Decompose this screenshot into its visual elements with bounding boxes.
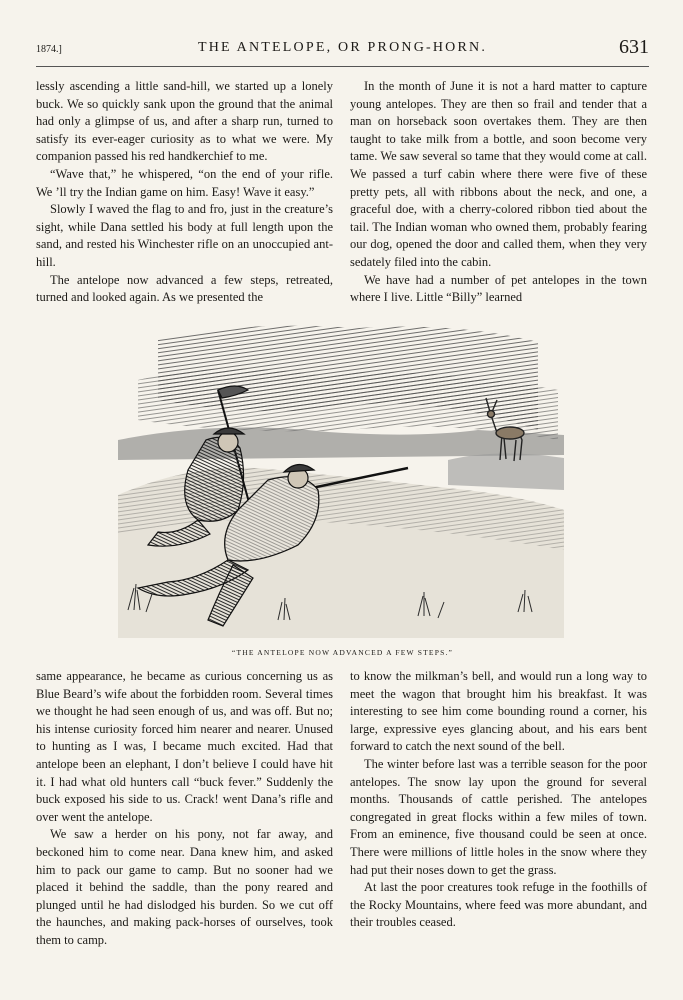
column-top-right bbox=[350, 78, 647, 307]
header-rule bbox=[36, 66, 649, 67]
paragraph: At last the poor creatures took refuge in the foothills of the Rocky Mountains, where feed was more abundant, and their troubles ceased. bbox=[350, 880, 647, 930]
paragraph: same appearance, he became as curious concerning us as Blue Beard’s wife about the forbidden room. Several times we thought he had seen enough of us, and was off. But no; his intense curiosity forced him nearer and nearer. Unused to hunting as I was, I became much excited. Had that antelope been an elephant, I don’t believe I could have hit it. I had what old hunters call “buck fever.” Suddenly the buck exposed his side to us. Crack! went Dana’s rifle and over went the antelope. bbox=[36, 669, 333, 824]
paragraph: to know the milkman’s bell, and would run a long way to meet the wagon that brought him his breakfast. It was interesting to see him come bounding round a corner, his large, expressive eyes glancing about, and his ears bent forward to catch the next sound of the bell. bbox=[350, 669, 647, 754]
engraving-illustration bbox=[118, 320, 564, 638]
paragraph: We saw a herder on his pony, not far away, and beckoned him to come near. Dana knew him, and asked him to pack our game to camp. But no sooner had we placed it behind the saddle, than the pony reared and plunged until he had dislodged his burden. So we cut off the haunches, and making pack-horses of ourselves, took them to camp. bbox=[36, 827, 333, 947]
paragraph: The antelope now advanced a few steps, retreated, turned and looked again. As we presented the bbox=[36, 272, 333, 305]
figure-caption: “THE ANTELOPE NOW ADVANCED A FEW STEPS.” bbox=[231, 648, 454, 657]
hunters-and-antelope-engraving bbox=[118, 320, 564, 638]
column-top-left bbox=[36, 78, 333, 307]
paragraph: The winter before last was a terrible season for the poor antelopes. The snow lay upon the ground for several months. Thousands of cattle perished. The antelopes congregated in great flocks within a few miles of town. From an eminence, five thousand could be seen at once. There were millions of little holes in the snow where they had put their noses down to get the grass. bbox=[350, 756, 647, 877]
paragraph: “Wave that,” he whispered, “on the end of your rifle. We ’ll try the Indian game on him. Easy! Wave it easy.” bbox=[36, 166, 333, 199]
paragraph: Slowly I waved the flag to and fro, just in the creature’s sight, while Dana settled his body at full length upon the sand, and rested his Winchester rifle on an unoccupied ant-hill. bbox=[36, 202, 333, 269]
header-year: 1874.] bbox=[36, 44, 62, 55]
paragraph: In the month of June it is not a hard matter to capture young antelopes. They are then so frail and tender that a man on horseback soon overtakes them. They are then taught to take milk from a bottle, and soon become very tame. We saw several so tame that they would come at call. We passed a turf cabin where there were five of these pretty pets, all with ribbons about the neck, and one, a graceful doe, with a cherry-colored ribbon tied about the tail. The Indian woman who owned them, probably fearing our dog, opened the door and called them, when they very sedately filed into the cabin. bbox=[350, 79, 647, 269]
column-bottom-right bbox=[350, 668, 647, 932]
page-number: 631 bbox=[619, 36, 649, 58]
paragraph: lessly ascending a little sand-hill, we started up a lonely buck. We so quickly sank upon the ground that the animal had only a glimpse of us, and after a sharp run, turned to satisfy its ever-eager curiosity as to what we were. My companion passed his red handkerchief to me. bbox=[36, 79, 333, 164]
running-header bbox=[36, 36, 649, 62]
column-bottom-left bbox=[36, 668, 333, 950]
paragraph: We have had a number of pet antelopes in the town where I live. Little “Billy” learned bbox=[350, 272, 647, 305]
header-title: THE ANTELOPE, OR PRONG-HORN. bbox=[197, 40, 488, 55]
